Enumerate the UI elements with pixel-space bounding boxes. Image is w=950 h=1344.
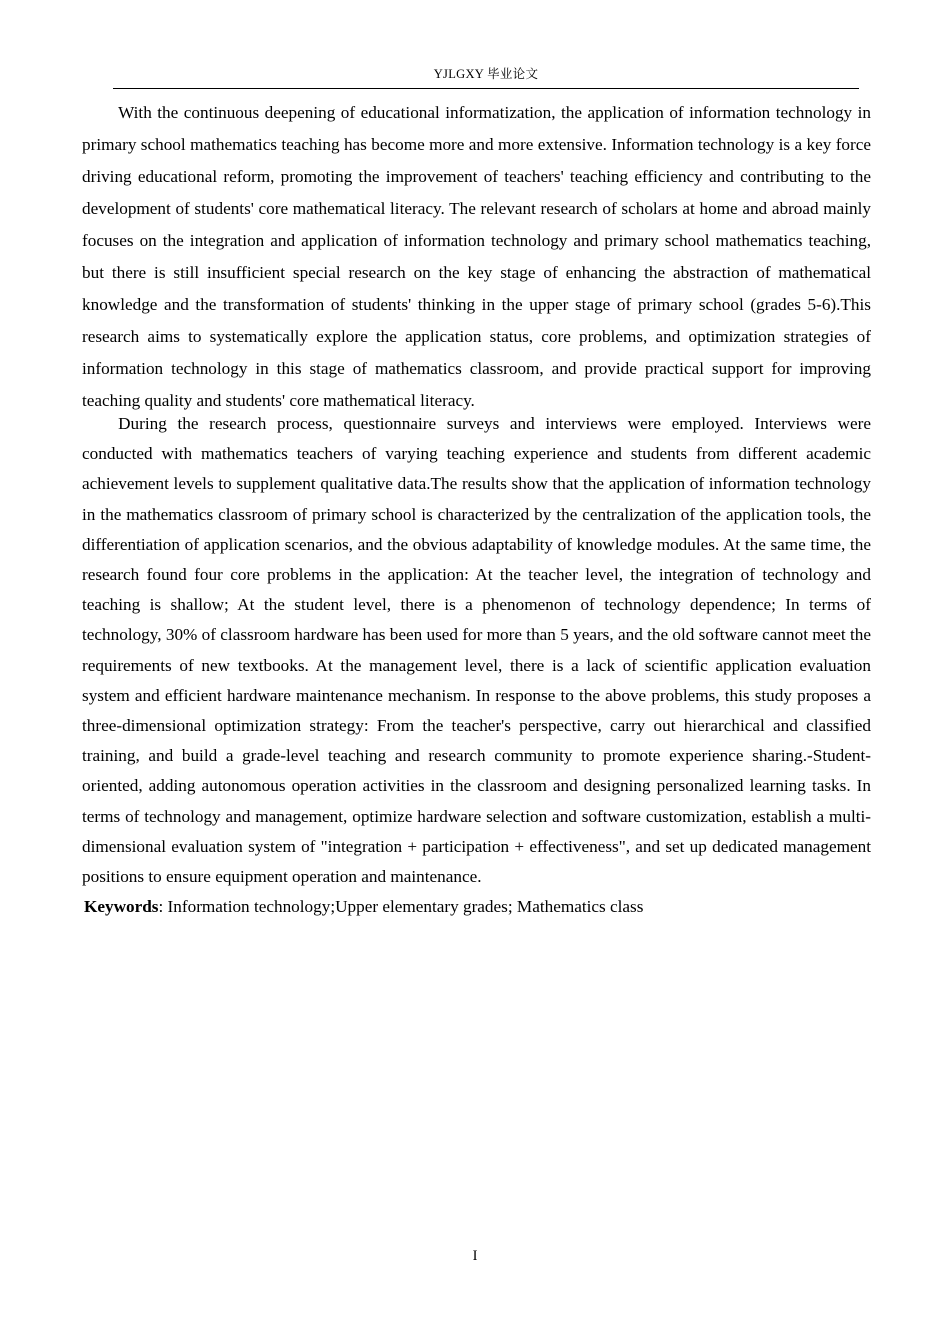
page-number: I bbox=[472, 1248, 478, 1264]
keywords-label: Keywords bbox=[84, 897, 159, 917]
abstract-paragraph-1: With the continuous deepening of educational informatization, the application of information technology in primary school mathematics teaching has become more and more extensive. Information technology is a key force driving educational reform, promoting the improvement of teachers' teaching efficiency and contributing to the development of students' core mathematical literacy. The relevant research of scholars at home and abroad mainly focuses on the integration and application of information technology and primary school mathematics teaching, but there is still insufficient special research on the key stage of enhancing the abstraction of mathematical knowledge and the transformation of students' thinking in the upper stage of primary school (grades 5-6).This research aims to systematically explore the application status, core problems, and optimization strategies of information technology in this stage of mathematics classroom, and provide practical support for improving teaching quality and students' core mathematical literacy. bbox=[82, 103, 871, 410]
page-header bbox=[113, 64, 859, 89]
header-text: YJLGXY 毕业论文 bbox=[433, 67, 539, 81]
keywords-line bbox=[82, 892, 871, 922]
abstract-paragraph-2: During the research process, questionnaire surveys and interviews were employed. Interviews were conducted with mathematics teachers of varying teaching experience and students from different academic achievement levels to supplement qualitative data.The results show that the application of information technology in the mathematics classroom of primary school is characterized by the centralization of the application tools, the differentiation of application scenarios, and the obvious adaptability of knowledge modules. At the same time, the research found four core problems in the application: At the teacher level, the integration of technology and teaching is shallow; At the student level, there is a phenomenon of technology dependence; In terms of technology, 30% of classroom hardware has been used for more than 5 years, and the old software cannot meet the requirements of new textbooks. At the management level, there is a lack of scientific application evaluation system and efficient hardware maintenance mechanism. In response to the above problems, this study proposes a three-dimensional optimization strategy: From the teacher's perspective, carry out hierarchical and classified training, and build a grade-level teaching and research community to promote experience sharing.-Student-oriented, adding autonomous operation activities in the classroom and designing personalized learning tasks. In terms of technology and management, optimize hardware selection and software customization, establish a multi-dimensional evaluation system of "integration + participation + effectiveness", and set up dedicated management positions to ensure equipment operation and maintenance. bbox=[82, 414, 871, 887]
keywords-text: : Information technology;Upper elementary grades; Mathematics class bbox=[158, 897, 644, 917]
abstract-body bbox=[82, 97, 871, 922]
